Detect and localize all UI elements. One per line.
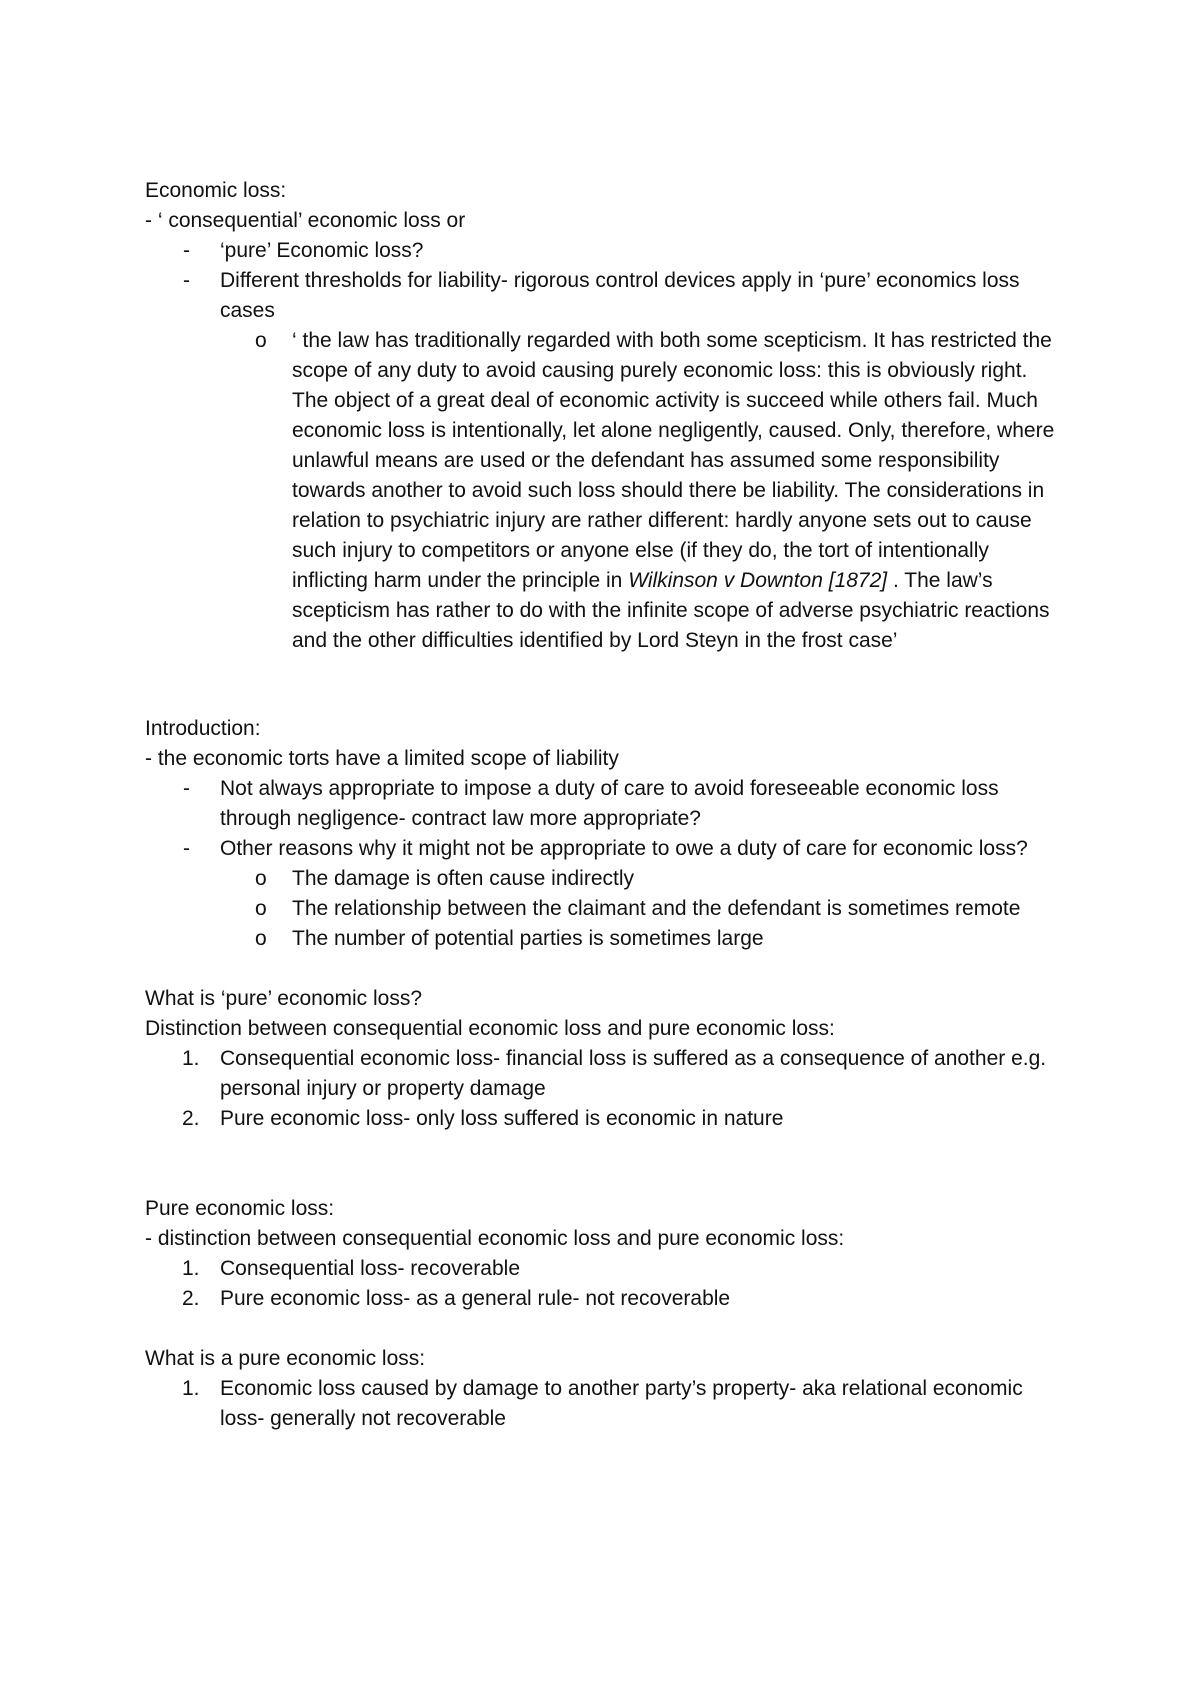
numbered-item [145,1284,1065,1314]
circle-marker: o [255,897,267,920]
intro-line: - the economic torts have a limited scope of liability [145,747,619,770]
number-marker: 1. [182,1377,200,1400]
bullet-text: ‘pure’ Economic loss? [220,239,424,262]
numbered-item [145,1374,1065,1434]
quote-part-2: . The law’s scepticism has rather to do with the infinite scope of adverse psychiatric reactions and the other difficulties identified by Lord Steyn in the frost case’ [292,569,1050,652]
bullet-text: Not always appropriate to impose a duty of care to avoid foreseeable economic loss through negligence- contract law more appropriate? [220,777,999,830]
sub-bullet-item [145,894,1065,924]
section-introduction [145,714,1065,954]
number-marker: 2. [182,1287,200,1310]
intro-line: - distinction between consequential economic loss and pure economic loss: [145,1227,845,1250]
sub-bullet-item [145,924,1065,954]
circle-marker: o [255,867,267,890]
circle-marker: o [255,927,267,950]
quote-part-1: ‘ the law has traditionally regarded with both some scepticism. It has restricted the scope of any duty to avoid causing purely economic loss: this is obviously right. The object of a great deal of economic activity is succeed while others fail. Much economic loss is intentionally, let alone negligently, caused. Only, therefore, where unlawful means are used or the defendant has assumed some responsibility towards another to avoid such loss should there be liability. The considerations in relation to psychiatric injury are rather different: hardly anyone sets out to cause such injury to competitors or anyone else (if they do, the tort of intentionally inflicting harm under the principle in [292,329,1055,592]
numbered-text: Pure economic loss- only loss suffered is economic in nature [220,1107,784,1130]
bullet-item [145,266,1065,326]
circle-marker: o [255,329,267,352]
dash-marker: - [183,269,190,292]
section-heading: What is a pure economic loss: [145,1347,426,1370]
dash-marker: - [183,837,190,860]
sub-bullet-text: The relationship between the claimant and the defendant is sometimes remote [292,897,1021,920]
numbered-text: Consequential loss- recoverable [220,1257,520,1280]
numbered-text: Consequential economic loss- financial loss is suffered as a consequence of another e.g. personal injury or property damage [220,1047,1047,1100]
numbered-text: Pure economic loss- as a general rule- not recoverable [220,1287,731,1310]
section-heading: Pure economic loss: [145,1197,335,1220]
quote-item [145,326,1065,656]
section-heading: Introduction: [145,717,261,740]
section-heading: What is ‘pure’ economic loss? [145,987,422,1010]
bullet-text: Different thresholds for liability- rigorous control devices apply in ‘pure’ economics loss cases [220,269,1020,322]
section-heading: Economic loss: [145,179,287,202]
bullet-text: Other reasons why it might not be appropriate to owe a duty of care for economic loss? [220,837,1028,860]
section-pure-economic-loss [145,1194,1065,1314]
number-marker: 1. [182,1257,200,1280]
section-what-is-pure [145,984,1065,1134]
bullet-item [145,834,1065,864]
numbered-text: Economic loss caused by damage to another party’s property- aka relational economic loss- generally not recoverable [220,1377,1023,1430]
bullet-item [145,236,1065,266]
case-citation: Wilkinson v Downton [1872] [628,569,888,592]
number-marker: 1. [182,1047,200,1070]
sub-bullet-item [145,864,1065,894]
section-what-is-a-pure [145,1344,1065,1434]
dash-marker: - [183,239,190,262]
sub-bullet-text: The number of potential parties is sometimes large [292,927,764,950]
numbered-item [145,1044,1065,1104]
number-marker: 2. [182,1107,200,1130]
sub-bullet-text: The damage is often cause indirectly [292,867,635,890]
intro-line: Distinction between consequential economic loss and pure economic loss: [145,1017,835,1040]
quote-text [292,329,1054,652]
bullet-item [145,774,1065,834]
numbered-item [145,1254,1065,1284]
numbered-item [145,1104,1065,1134]
section-economic-loss [145,176,1065,656]
intro-line: - ‘ consequential’ economic loss or [145,209,466,232]
document-page [145,176,1065,1434]
dash-marker: - [183,777,190,800]
